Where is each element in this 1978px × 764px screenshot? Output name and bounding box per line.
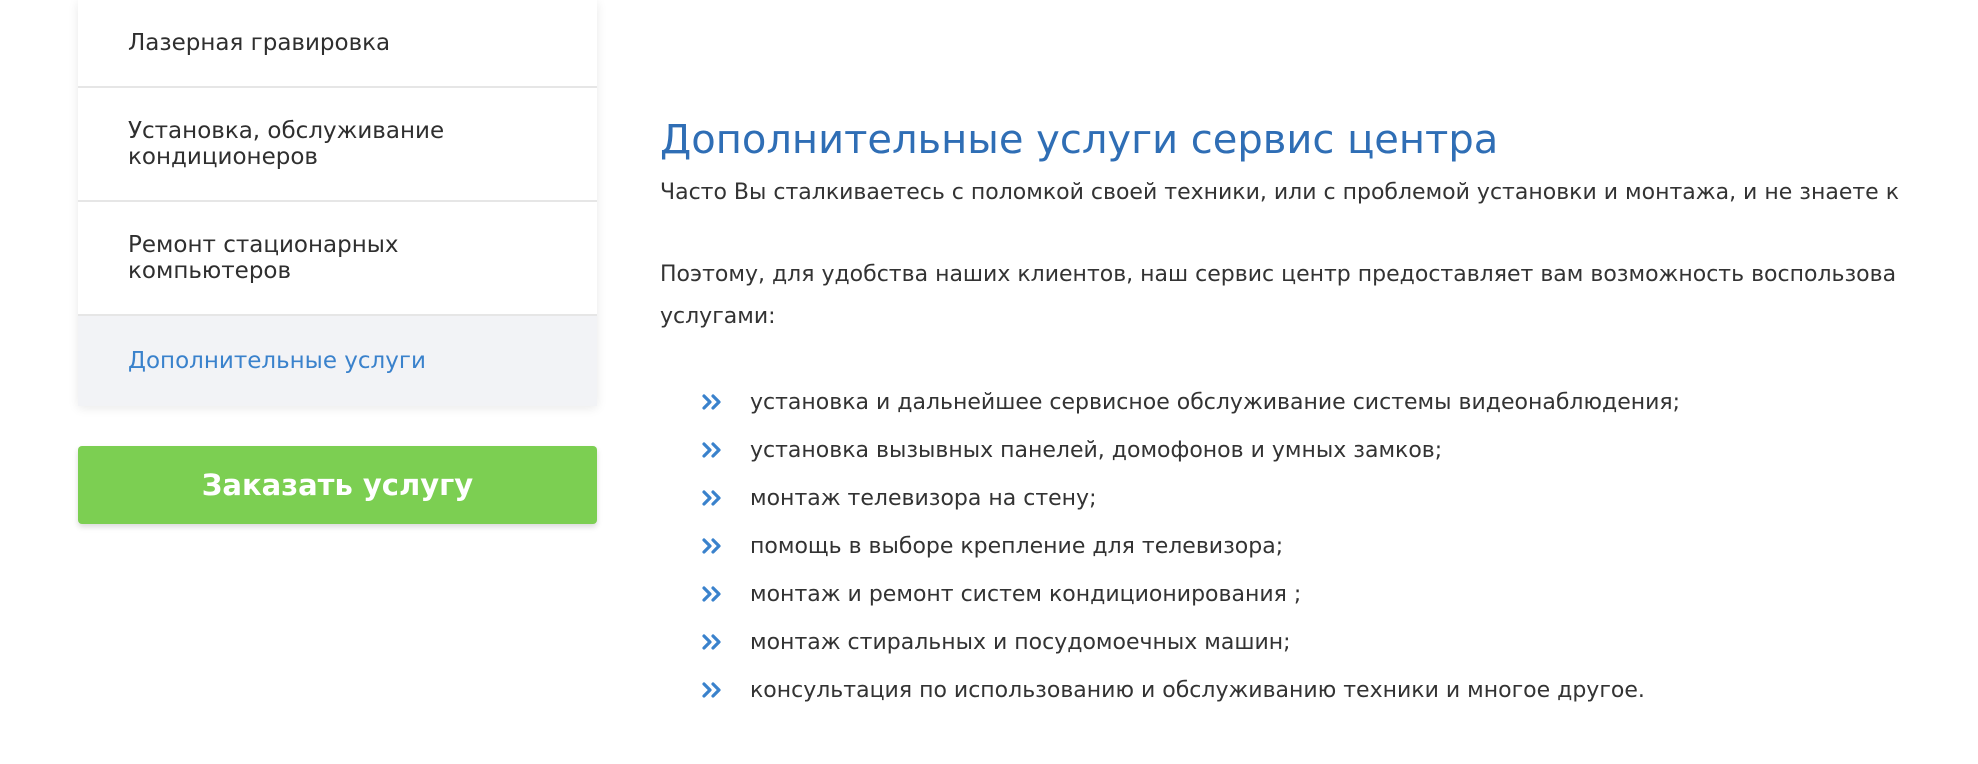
double-chevron-right-icon (702, 586, 750, 602)
order-service-button[interactable]: Заказать услугу (78, 446, 597, 524)
sidebar-item-air-conditioners[interactable] (78, 88, 597, 202)
sidebar-item-desktop-repair[interactable] (78, 202, 597, 316)
list-item (702, 426, 1978, 474)
list-item (702, 570, 1978, 618)
sidebar-item-additional-services[interactable] (78, 316, 597, 406)
sidebar-item-label: Дополнительные услуги (128, 348, 426, 374)
offer-paragraph-line1: Поэтому, для удобства наших клиентов, наш сервис центр предоставляет вам возможность воспользова (660, 262, 1897, 287)
double-chevron-right-icon (702, 682, 750, 698)
services-menu (78, 0, 597, 406)
double-chevron-right-icon (702, 634, 750, 650)
intro-paragraph: Часто Вы сталкиваетесь с поломкой своей техники, или с проблемой установки и монтажа, и не знаете к (660, 180, 1899, 205)
sidebar (78, 0, 597, 524)
list-item-text: консультация по использованию и обслуживанию техники и многое другое. (750, 677, 1645, 703)
page-title: Дополнительные услуги сервис центра (660, 117, 1499, 163)
list-item (702, 618, 1978, 666)
double-chevron-right-icon (702, 538, 750, 554)
double-chevron-right-icon (702, 442, 750, 458)
list-item-text: помощь в выборе крепление для телевизора; (750, 533, 1284, 559)
services-list (660, 378, 1978, 714)
offer-paragraph-line2: услугами: (660, 304, 776, 329)
offer-paragraph (660, 254, 1978, 338)
double-chevron-right-icon (702, 394, 750, 410)
list-item (702, 522, 1978, 570)
list-item-text: установка вызывных панелей, домофонов и умных замков; (750, 437, 1443, 463)
sidebar-item-label: Ремонт стационарных компьютеров (128, 232, 399, 284)
sidebar-item-label: Лазерная гравировка (128, 30, 391, 56)
main-content (660, 112, 1978, 714)
list-item (702, 378, 1978, 426)
sidebar-item-laser-engraving[interactable] (78, 0, 597, 88)
list-item-text: монтаж стиральных и посудомоечных машин; (750, 629, 1291, 655)
list-item (702, 666, 1978, 714)
list-item (702, 474, 1978, 522)
list-item-text: установка и дальнейшее сервисное обслуживание системы видеонаблюдения; (750, 389, 1681, 415)
double-chevron-right-icon (702, 490, 750, 506)
list-item-text: монтаж телевизора на стену; (750, 485, 1097, 511)
sidebar-item-label: Установка, обслуживание кондиционеров (128, 118, 445, 170)
list-item-text: монтаж и ремонт систем кондиционирования ; (750, 581, 1302, 607)
